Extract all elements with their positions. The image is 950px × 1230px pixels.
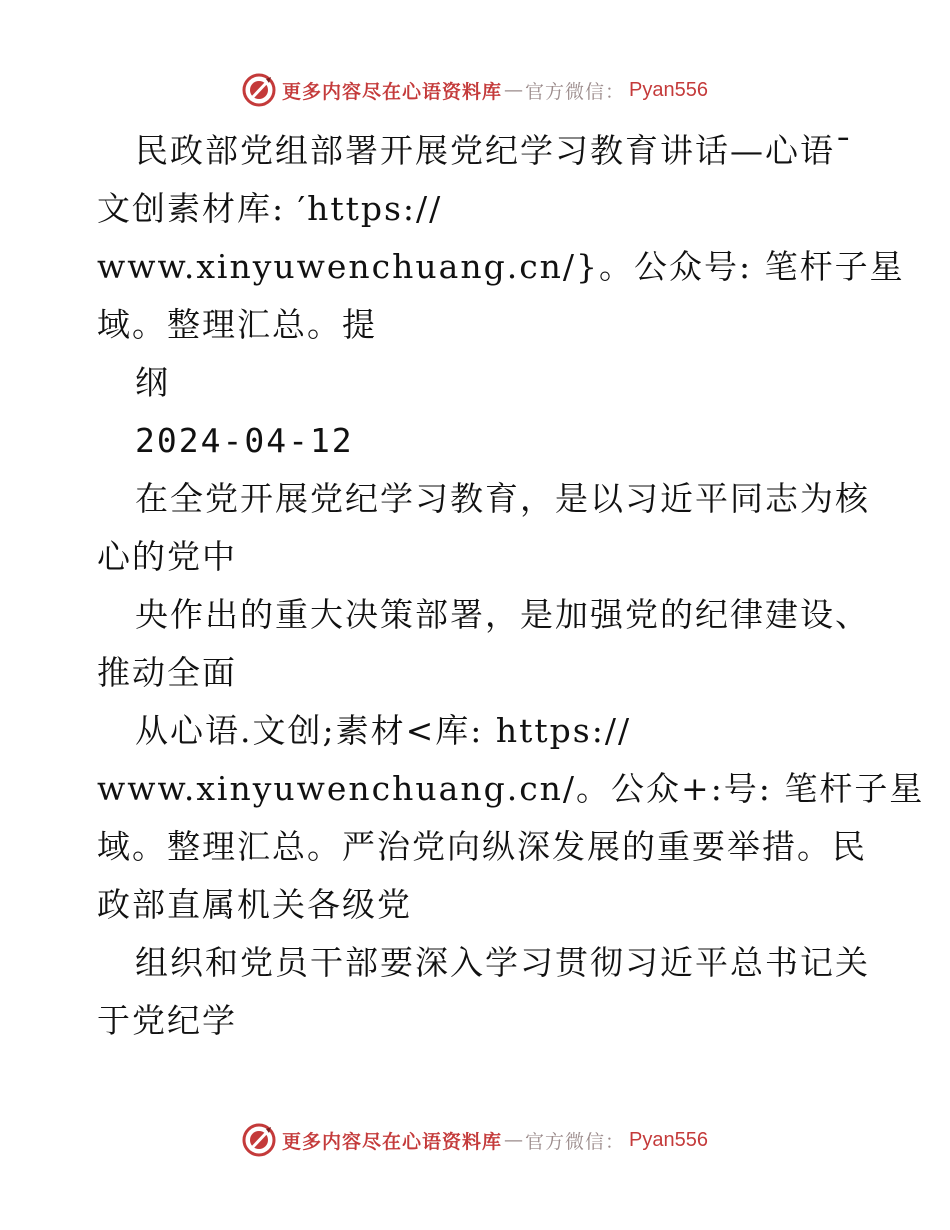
document-body — [97, 122, 925, 1050]
body-line-4: 域。整理汇总。提 — [97, 305, 377, 344]
body-line-13: 域。整理汇总。严治党向纵深发展的重要举措。民 — [97, 827, 867, 866]
brush-pen-logo-icon — [242, 73, 276, 107]
body-line-3: www.xinyuwenchuang.cn/}。公众号: 笔杆子星 — [97, 247, 905, 286]
footer-banner — [0, 1120, 950, 1160]
body-line-7: 在全党开展党纪学习教育，是以习近平同志为核 — [135, 479, 870, 518]
body-line-15: 组织和党员干部要深入学习贯彻习近平总书记关 — [135, 943, 870, 982]
banner-separator: — — [504, 1129, 524, 1151]
body-line-5: 纲 — [135, 363, 170, 402]
banner-separator: — — [504, 79, 524, 101]
body-line-date: 2024-04-12 — [135, 421, 354, 460]
body-line-11: 从心语.文创;素材<库: https:// — [135, 711, 632, 750]
body-line-10: 推动全面 — [97, 653, 237, 692]
banner-wechat-id: Pyan556 — [629, 1128, 708, 1151]
body-line-2: 文创素材库: ′https:// — [97, 189, 443, 228]
banner-wechat-id: Pyan556 — [629, 78, 708, 101]
brush-pen-logo-icon — [242, 1123, 276, 1157]
body-line-1: 民政部党组部署开展党纪学习教育讲话—心语¯ — [135, 131, 854, 170]
banner-wechat-label: 官方微信： — [525, 1130, 626, 1153]
body-line-12: www.xinyuwenchuang.cn/。公众+:号: 笔杆子星 — [97, 769, 925, 808]
banner-wechat-label: 官方微信： — [525, 80, 626, 103]
body-line-14: 政部直属机关各级党 — [97, 885, 412, 924]
body-line-9: 央作出的重大决策部署，是加强党的纪律建设、 — [135, 595, 870, 634]
header-banner — [0, 70, 950, 110]
banner-main-text: 更多内容尽在心语资料库 — [282, 1130, 503, 1153]
body-line-16: 于党纪学 — [97, 1001, 237, 1040]
banner-main-text: 更多内容尽在心语资料库 — [282, 80, 503, 103]
body-line-8: 心的党中 — [97, 537, 237, 576]
